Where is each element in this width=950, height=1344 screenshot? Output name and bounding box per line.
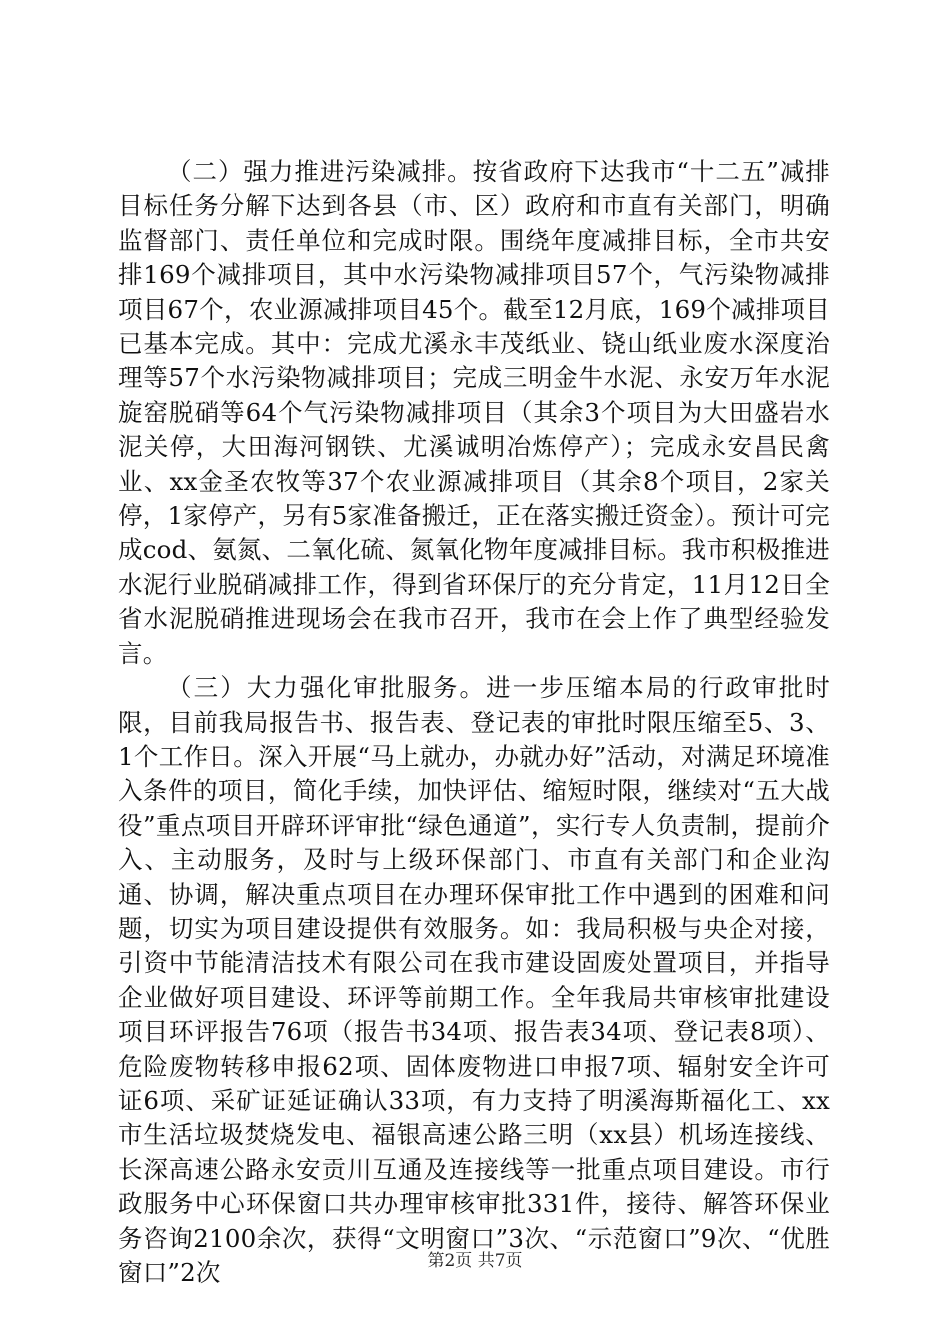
page-number: 第2页 共7页 [427,1251,523,1271]
paragraph-approval-service: （三）大力强化审批服务。进一步压缩本局的行政审批时限，目前我局报告书、报告表、登记表的审批时限压缩至5、3、1个工作日。深入开展“马上就办，办就办好”活动，对满足环境准入条件的项目，简化手续，加快评估、缩短时限，继续对“五大战役”重点项目开辟环评审批“绿色通道”，实行专人负责制，提前介入、主动服务，及时与上级环保部门、市直有关部门和企业沟通、协调，解决重点项目在办理环保审批工作中遇到的困难和问题，切实为项目建设提供有效服务。如：我局积极与央企对接，引资中节能清洁技术有限公司在我市建设固废处置项目，并指导企业做好项目建设、环评等前期工作。全年我局共审核审批建设项目环评报告76项（报告书34项、报告表34项、登记表8项）、危险废物转移申报62项、固体废物进口申报7项、辐射安全许可证6项、采矿证延证确认33项，有力支持了明溪海斯福化工、xx市生活垃圾焚烧发电、福银高速公路三明（xx县）机场连接线、长深高速公路永安贡川互通及连接线等一批重点项目建设。市行政服务中心环保窗口共办理审核审批331件，接待、解答环保业务咨询2100余次，获得“文明窗口”3次、“示范窗口”9次、“优胜窗口”2次 [118,673,830,1287]
paragraph-pollution-reduction: （二）强力推进污染减排。按省政府下达我市“十二五”减排目标任务分解下达到各县（市、区）政府和市直有关部门，明确监督部门、责任单位和完成时限。围绕年度减排目标，全市共安排169个减排项目，其中水污染物减排项目57个，气污染物减排项目67个，农业源减排项目45个。截至12月底，169个减排项目已基本完成。其中：完成尤溪永丰茂纸业、铙山纸业废水深度治理等57个水污染物减排项目；完成三明金牛水泥、永安万年水泥旋窑脱硝等64个气污染物减排项目（其余3个项目为大田盛岩水泥关停，大田海河钢铁、尤溪诚明冶炼停产）；完成永安昌民禽业、xx金圣农牧等37个农业源减排项目（其余8个项目，2家关停，1家停产，另有5家准备搬迁，正在落实搬迁资金）。预计可完成cod、氨氮、二氧化硫、氮氧化物年度减排目标。我市积极推进水泥行业脱硝减排工作，得到省环保厅的充分肯定，11月12日全省水泥脱硝推进现场会在我市召开，我市在会上作了典型经验发言。 [118,157,830,668]
document-body [118,155,830,1290]
page-footer [0,1250,950,1272]
